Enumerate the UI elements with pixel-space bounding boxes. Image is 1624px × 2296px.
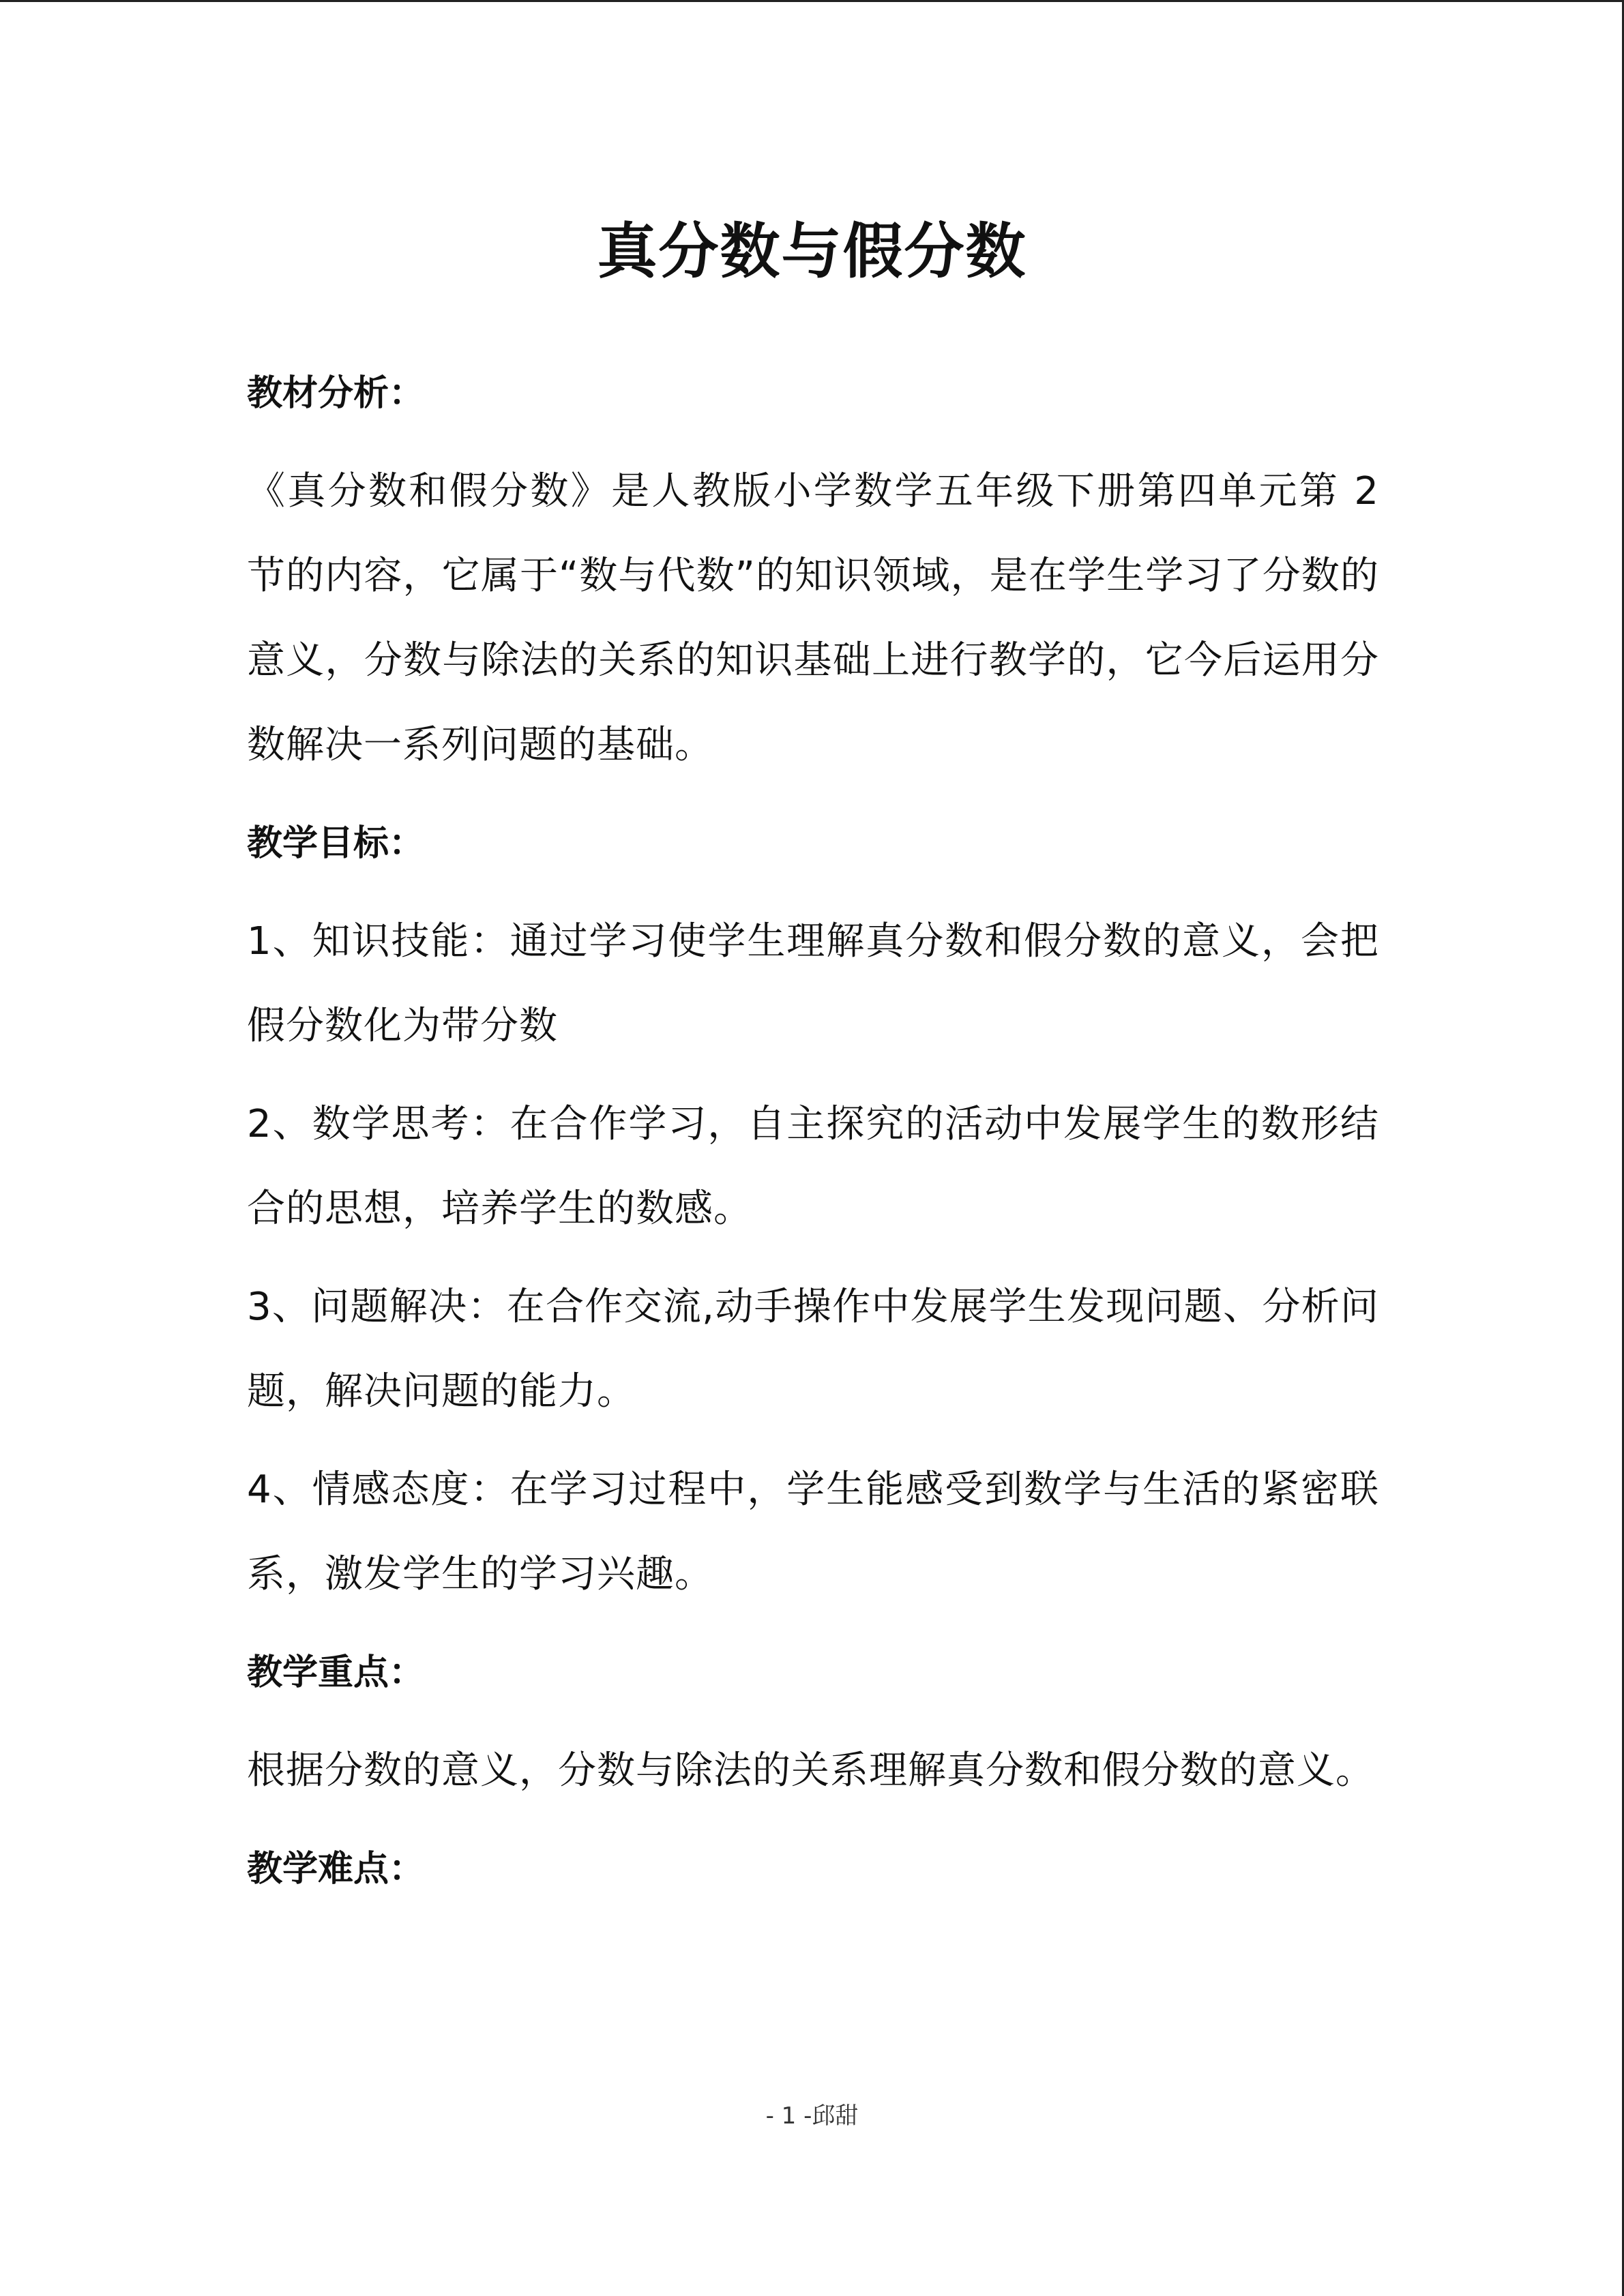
section-heading-material-analysis: 教材分析：	[247, 373, 425, 414]
key-points-paragraph: 根据分数的意义，分数与除法的关系理解真分数和假分数的意义。	[247, 1748, 1374, 1793]
objective-item-3: 3、问题解决：在合作交流,动手操作中发展学生发现问题、分析问题，解决问题的能力。	[247, 1285, 1379, 1414]
section-key-points	[247, 1630, 1379, 1813]
section-heading-difficulties: 教学难点：	[247, 1849, 425, 1890]
section-heading-teaching-objectives: 教学目标：	[247, 823, 425, 864]
page-footer: - 1 -邱甜	[765, 2102, 859, 2130]
document-body	[247, 351, 1379, 1918]
section-heading-key-points: 教学重点：	[247, 1652, 425, 1693]
objective-item-2: 2、数学思考：在合作学习，自主探究的活动中发展学生的数形结合的思想，培养学生的数感。	[247, 1102, 1379, 1231]
section-difficulties	[247, 1827, 1379, 1911]
section-teaching-objectives	[247, 801, 1379, 1617]
material-analysis-paragraph: 《真分数和假分数》是人教版小学数学五年级下册第四单元第 2 节的内容，它属于“数与代数”的知识领域，是在学生学习了分数的意义，分数与除法的关系的知识基础上进行教学的，它今后运用分数解决一系列问题的基础。	[247, 469, 1379, 767]
objective-item-4: 4、情感态度：在学习过程中，学生能感受到数学与生活的紧密联系，激发学生的学习兴趣。	[247, 1467, 1379, 1596]
section-material-analysis	[247, 351, 1379, 788]
page-title: 真分数与假分数	[597, 216, 1027, 286]
objective-item-1: 1、知识技能：通过学习使学生理解真分数和假分数的意义，会把假分数化为带分数	[247, 919, 1379, 1048]
